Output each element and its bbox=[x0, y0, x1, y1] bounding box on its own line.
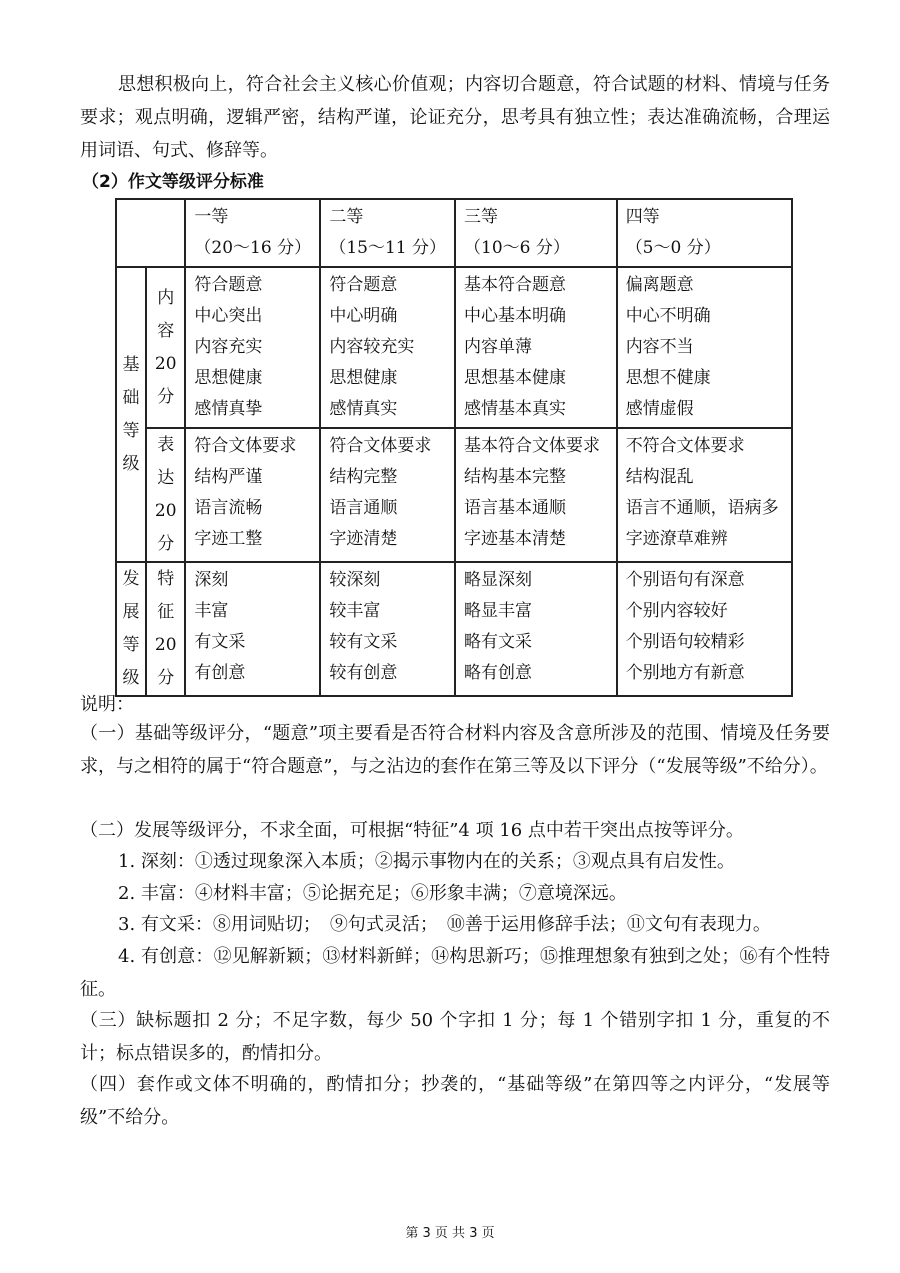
expression-row bbox=[116, 428, 792, 562]
feature-cell-3: 略显深刻 略显丰富 略有文采 略有创意 bbox=[455, 562, 617, 696]
note-2-item-3: 3. 有文采：⑧用词贴切； ⑨句式灵活； ⑩善于运用修辞手法；⑪文句有表现力。 bbox=[118, 914, 771, 935]
feature-cell-2: 较深刻 较丰富 较有文采 较有创意 bbox=[320, 562, 455, 696]
feature-label: 特 征 20 分 bbox=[146, 562, 185, 696]
note-2-item-2: 2. 丰富：④材料丰富；⑤论据充足；⑥形象丰满；⑦意境深远。 bbox=[118, 883, 627, 904]
basic-level-label: 基 础 等 级 bbox=[116, 267, 146, 562]
intro-paragraph: 思想积极向上，符合社会主义核心价值观；内容切合题意，符合试题的材料、情境与任务要求；观点明确，逻辑严密，结构严谨，论证充分，思考具有独立性；表达准确流畅，合理运用词语、句式、修辞等。 bbox=[80, 74, 830, 161]
note-2-item-1: 1. 深刻：①透过现象深入本质；②揭示事物内在的关系；③观点具有启发性。 bbox=[118, 851, 735, 872]
development-level-label: 发 展 等 级 bbox=[116, 562, 146, 696]
content-cell-2: 符合题意 中心明确 内容较充实 思想健康 感情真实 bbox=[320, 267, 455, 428]
note-2-item-4: 4. 有创意：⑫见解新颖；⑬材料新鲜；⑭构思新巧；⑮推理想象有独到之处；⑯有个性特征。 bbox=[80, 946, 830, 1000]
feature-row bbox=[116, 562, 792, 696]
expression-label: 表 达 20 分 bbox=[146, 428, 185, 562]
notes-title: 说明： bbox=[80, 694, 134, 715]
expression-cell-2: 符合文体要求 结构完整 语言通顺 字迹清楚 bbox=[320, 428, 455, 562]
feature-cell-1: 深刻 丰富 有文采 有创意 bbox=[185, 562, 320, 696]
header-grade-3: 三等 （10～6 分） bbox=[455, 199, 617, 267]
expression-cell-3: 基本符合文体要求 结构基本完整 语言基本通顺 字迹基本清楚 bbox=[455, 428, 617, 562]
content-cell-3: 基本符合题意 中心基本明确 内容单薄 思想基本健康 感情基本真实 bbox=[455, 267, 617, 428]
content-row bbox=[116, 267, 792, 428]
header-grade-4: 四等 （5～0 分） bbox=[617, 199, 792, 267]
page-footer: 第 3 页 共 3 页 bbox=[405, 1226, 495, 1241]
content-cell-4: 偏离题意 中心不明确 内容不当 思想不健康 感情虚假 bbox=[617, 267, 792, 428]
expression-cell-4: 不符合文体要求 结构混乱 语言不通顺，语病多 字迹潦草难辨 bbox=[617, 428, 792, 562]
content-cell-1: 符合题意 中心突出 内容充实 思想健康 感情真挚 bbox=[185, 267, 320, 428]
grading-table bbox=[115, 198, 793, 697]
table-corner-cell bbox=[116, 199, 185, 267]
note-2: （二）发展等级评分，不求全面，可根据“特征”4 项 16 点中若干突出点按等评分。 bbox=[80, 820, 744, 841]
note-3: （三）缺标题扣 2 分；不足字数，每少 50 个字扣 1 分；每 1 个错别字扣 1 分，重复的不计；标点错误多的，酌情扣分。 bbox=[80, 1010, 830, 1064]
feature-cell-4: 个别语句有深意 个别内容较好 个别语句较精彩 个别地方有新意 bbox=[617, 562, 792, 696]
expression-cell-1: 符合文体要求 结构严谨 语言流畅 字迹工整 bbox=[185, 428, 320, 562]
note-4: （四）套作或文体不明确的，酌情扣分；抄袭的，“基础等级”在第四等之内评分，“发展等级”不给分。 bbox=[80, 1074, 830, 1128]
note-1: （一）基础等级评分，“题意”项主要看是否符合材料内容及含意所涉及的范围、情境及任务要求，与之相符的属于“符合题意”，与之沾边的套作在第三等及以下评分（“发展等级”不给分）。 bbox=[80, 723, 830, 777]
header-grade-2: 二等 （15～11 分） bbox=[320, 199, 455, 267]
section-title: （2）作文等级评分标准 bbox=[82, 172, 264, 192]
content-label: 内 容 20 分 bbox=[146, 267, 185, 428]
header-grade-1: 一等 （20～16 分） bbox=[185, 199, 320, 267]
table-header-row bbox=[116, 199, 792, 267]
